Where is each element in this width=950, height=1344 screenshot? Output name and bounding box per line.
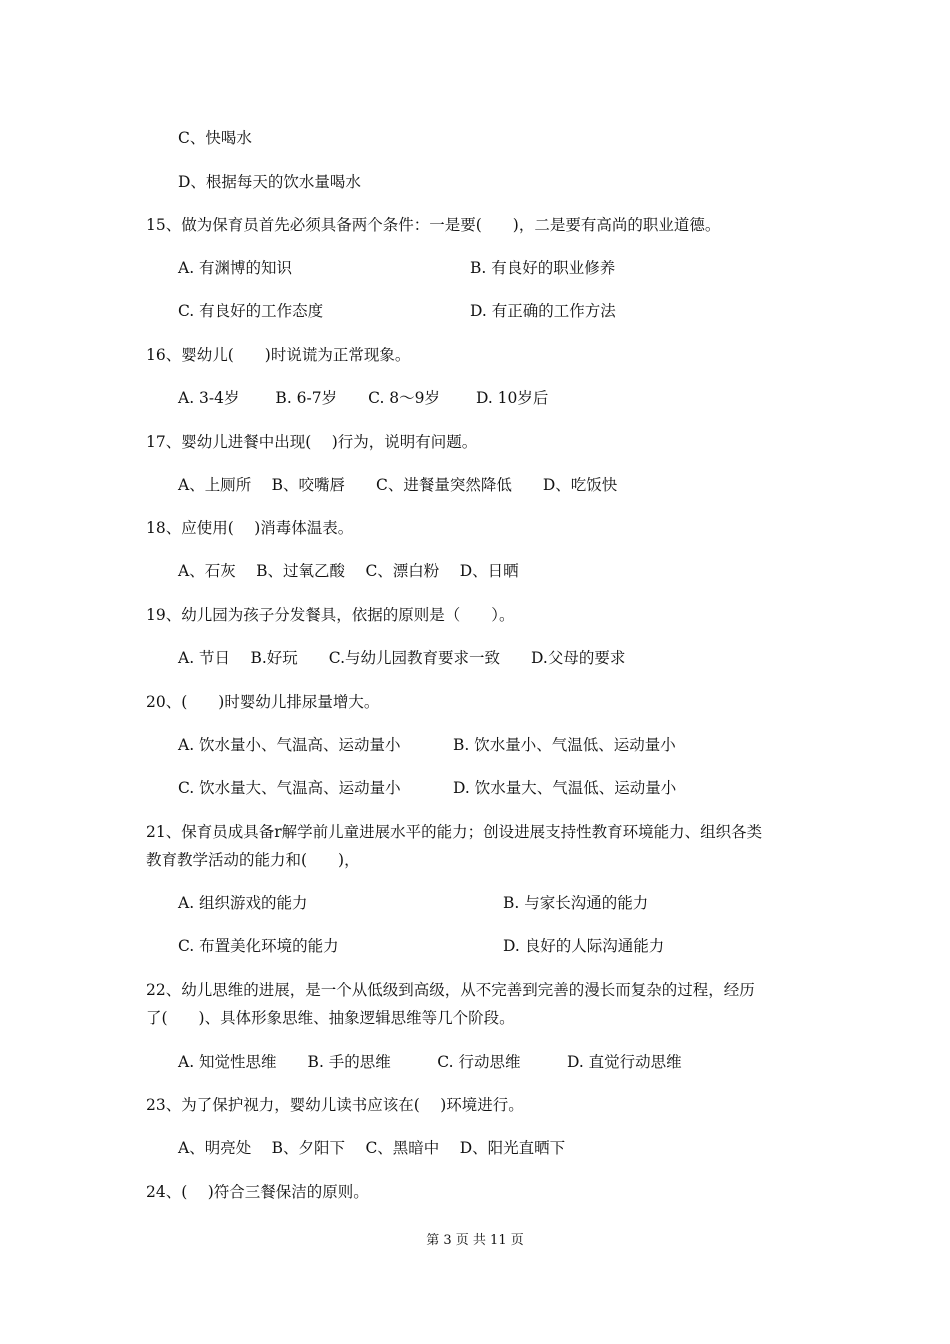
option-left: A. 有渊博的知识 [178,259,293,277]
option-line: C、快喝水 [178,129,252,147]
question-text: 20、( )时婴幼儿排尿量增大。 [146,693,380,711]
question-text: 了( )、具体形象思维、抽象逻辑思维等几个阶段。 [146,1009,515,1027]
page-footer: 第 3 页 共 11 页 [426,1233,524,1248]
option-right: B. 与家长沟通的能力 [503,894,649,912]
option-line: A、上厕所 B、咬嘴唇 C、进餐量突然降低 D、吃饭快 [178,476,618,494]
question-text: 19、幼儿园为孩子分发餐具，依据的原则是（ ）。 [146,606,515,624]
question-text: 17、婴幼儿进餐中出现( )行为，说明有问题。 [146,433,478,451]
option-line: A. 3-4岁 B. 6-7岁 C. 8～9岁 D. 10岁后 [178,389,549,407]
question-text: 22、幼儿思维的进展，是一个从低级到高级，从不完善到完善的漫长而复杂的过程，经历 [146,981,755,999]
question-text: 23、为了保护视力，婴幼儿读书应该在( )环境进行。 [146,1096,524,1114]
question-text: 16、婴幼儿( )时说谎为正常现象。 [146,346,411,364]
option-left: A. 组织游戏的能力 [178,894,308,912]
option-line: A. 节日 B.好玩 C.与幼儿园教育要求一致 D.父母的要求 [178,649,626,667]
option-right: B. 饮水量小、气温低、运动量小 [453,736,676,754]
question-text: 18、应使用( )消毒体温表。 [146,519,354,537]
option-right: D. 饮水量大、气温低、运动量小 [453,779,677,797]
option-left: C. 布置美化环境的能力 [178,937,339,955]
option-right: D. 有正确的工作方法 [470,302,616,320]
question-text: 15、做为保育员首先必须具备两个条件：一是要( )，二是要有高尚的职业道德。 [146,216,721,234]
option-right: D. 良好的人际沟通能力 [503,937,665,955]
question-text: 24、( )符合三餐保洁的原则。 [146,1183,369,1201]
option-right: B. 有良好的职业修养 [470,259,616,277]
option-line: D、根据每天的饮水量喝水 [178,173,361,191]
option-line: A、石灰 B、过氧乙酸 C、漂白粉 D、日晒 [178,562,519,580]
option-left: C. 有良好的工作态度 [178,302,324,320]
question-text: 21、保育员成具备r解学前儿童进展水平的能力；创设进展支持性教育环境能力、组织各类 [146,823,763,841]
option-line: A、明亮处 B、夕阳下 C、黑暗中 D、阳光直晒下 [178,1139,566,1157]
option-left: C. 饮水量大、气温高、运动量小 [178,779,401,797]
option-line: A. 知觉性思维 B. 手的思维 C. 行动思维 D. 直觉行动思维 [178,1053,682,1071]
option-left: A. 饮水量小、气温高、运动量小 [178,736,401,754]
question-text: 教育教学活动的能力和( )， [146,851,360,869]
